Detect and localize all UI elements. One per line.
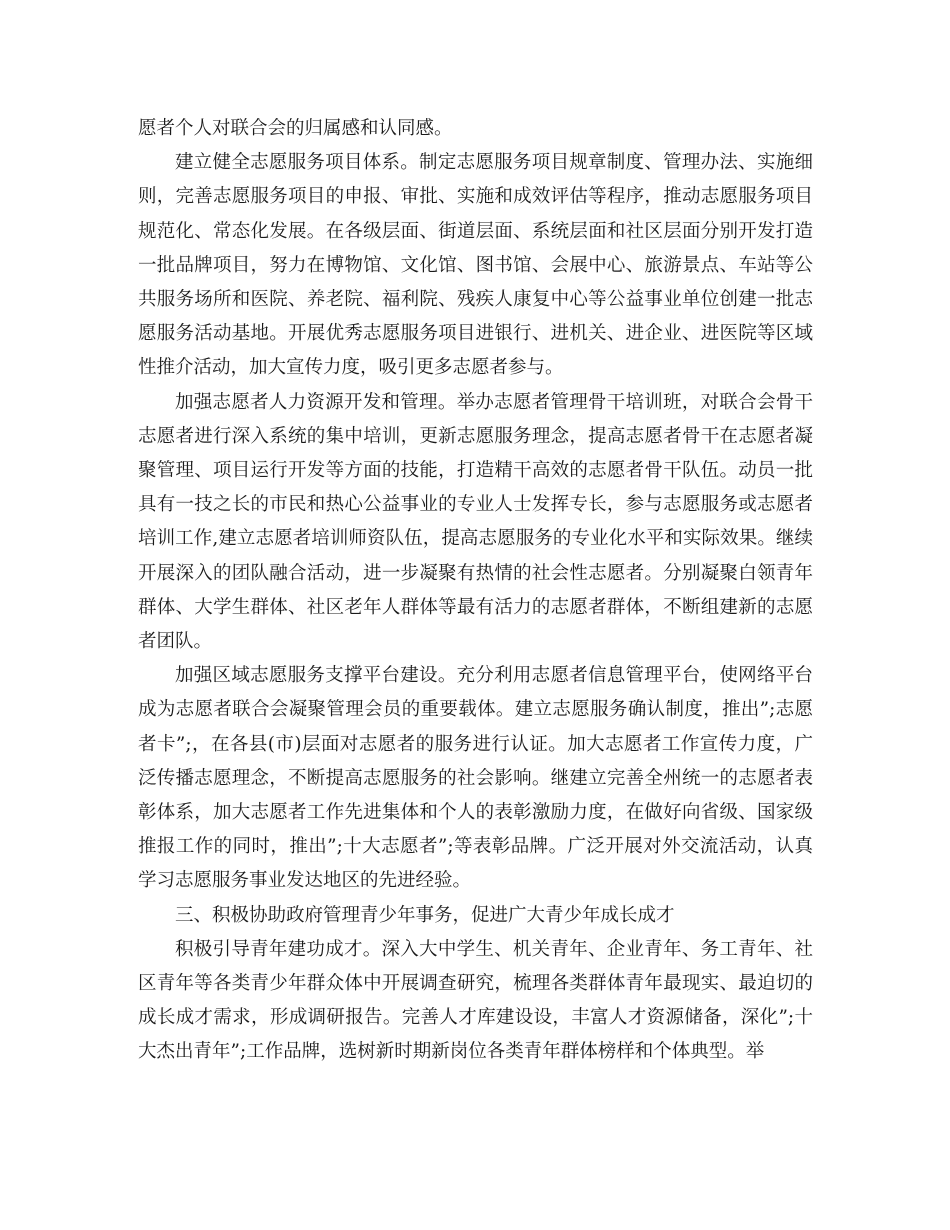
paragraph-continuation: 愿者个人对联合会的归属感和认同感。 [138,118,453,139]
paragraph-youth: 积极引导青年建功成才。深入大中学生、机关青年、企业青年、务工青年、社区青年等各类青少年群众体中开展调查研究，梳理各类群体青年最现实、最迫切的成长成才需求，形成调研报告。完善人才库建设设，丰富人才资源储备，深化”;十大杰出青年”;工作品牌，选树新时期新岗位各类青年群体榜样和个体典型。举 [138,938,813,1063]
paragraph-volunteer-projects: 建立健全志愿服务项目体系。制定志愿服务项目规章制度、管理办法、实施细则，完善志愿服务项目的申报、审批、实施和成效评估等程序，推动志愿服务项目规范化、常态化发展。在各级层面、街道层面、系统层面和社区层面分别开发打造一批品牌项目，努力在博物馆、文化馆、图书馆、会展中心、旅游景点、车站等公共服务场所和医院、养老院、福利院、残疾人康复中心等公益事业单位创建一批志愿服务活动基地。开展优秀志愿服务项目进银行、进机关、进企业、进医院等区域性推介活动，加大宣传力度，吸引更多志愿者参与。 [138,152,813,379]
paragraph-volunteer-hr: 加强志愿者人力资源开发和管理。举办志愿者管理骨干培训班，对联合会骨干志愿者进行深入系统的集中培训，更新志愿服务理念，提高志愿者骨干在志愿者凝聚管理、项目运行开发等方面的技能，打造精干高效的志愿者骨干队伍。动员一批具有一技之长的市民和热心公益事业的专业人士发挥专长，参与志愿服务或志愿者培训工作,建立志愿者培训师资队伍，提高志愿服务的专业化水平和实际效果。继续开展深入的团队融合活动，进一步凝聚有热情的社会性志愿者。分别凝聚白领青年群体、大学生群体、社区老年人群体等最有活力的志愿者群体，不断组建新的志愿者团队。 [138,391,813,653]
section-heading: 三、积极协助政府管理青少年事务，促进广大青少年成长成才 [175,904,675,926]
paragraph-platform: 加强区域志愿服务支撑平台建设。充分利用志愿者信息管理平台，使网络平台成为志愿者联合会凝聚管理会员的重要载体。建立志愿服务确认制度，推出”;志愿者卡”;，在各县(市)层面对志愿者的服务进行认证。加大志愿者工作宣传力度，广泛传播志愿理念，不断提高志愿服务的社会影响。继建立完善全州统一的志愿者表彰体系，加大志愿者工作先进集体和个人的表彰激励力度，在做好向省级、国家级推报工作的同时，推出”;十大志愿者”;等表彰品牌。广泛开展对外交流活动，认真学习志愿服务事业发达地区的先进经验。 [138,665,813,892]
document-body [138,112,813,1070]
